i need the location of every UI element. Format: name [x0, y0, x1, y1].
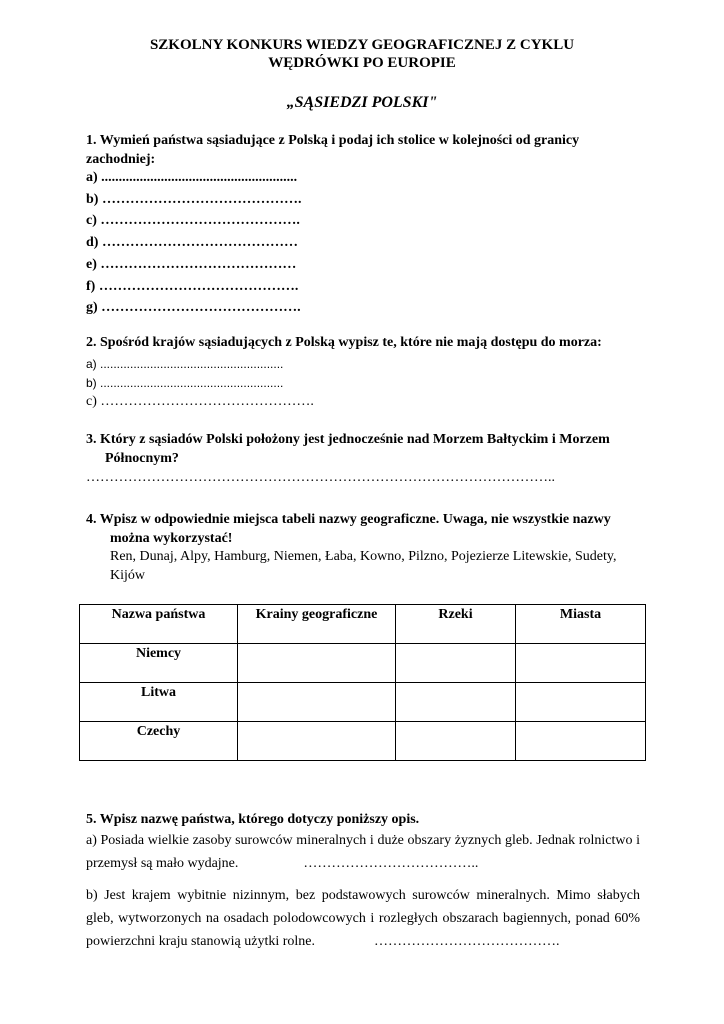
answer-cell[interactable] — [238, 644, 396, 683]
header-rivers: Rzeki — [396, 605, 516, 644]
q4-word-list: Ren, Dunaj, Alpy, Hamburg, Niemen, Łaba, Kowno, Pilzno, Pojezierze Litewskie, Sudety, Kijów — [110, 549, 617, 583]
q5-item-a — [86, 829, 640, 875]
question-3-text: 3. Który z sąsiadów Polski położony jest jednocześnie nad Morzem Bałtyckim i Morzem — [86, 432, 610, 447]
q1-line-g: g) ……………………………………. — [86, 300, 301, 315]
question-2-text: 2. Spośród krajów sąsiadujących z Polską wypisz te, które nie mają dostępu do morza: — [86, 335, 602, 350]
question-4-text-cont: można wykorzystać! — [110, 531, 233, 546]
q2-line-c: c) ………………………………………. — [86, 394, 314, 409]
answer-cell[interactable] — [396, 644, 516, 683]
q1-line-e: e) …………………………………… — [86, 257, 297, 272]
answer-cell[interactable] — [396, 683, 516, 722]
q1-line-c: c) ……………………………………. — [86, 213, 300, 228]
answer-cell[interactable] — [238, 722, 396, 761]
table-header-row — [80, 605, 646, 644]
question-4-text: 4. Wpisz w odpowiednie miejsca tabeli nazwy geograficzne. Uwaga, nie wszystkie nazwy — [86, 512, 611, 527]
title-line-2: WĘDRÓWKI PO EUROPIE — [268, 55, 456, 71]
header-cities: Miasta — [516, 605, 646, 644]
q1-line-b: b) ……………………………………. — [86, 192, 302, 207]
q5-item-b-answer: …………………………………. — [373, 934, 560, 949]
header-regions: Krainy geograficzne — [238, 605, 396, 644]
geo-table — [79, 604, 646, 761]
q5-item-b-text: b) Jest krajem wybitnie nizinnym, bez podstawowych surowców mineralnych. Mimo słabych gleb, wytworzonych na osadach polodowcowych i rozległych obszarach bagiennych, ponad 60% powierzchni kraju stanowią użytki rolne. — [86, 888, 640, 949]
q5-item-b — [86, 884, 640, 953]
q1-line-d: d) …………………………………… — [86, 235, 298, 250]
row-country-label: Niemcy — [80, 644, 238, 683]
table-row — [80, 644, 646, 683]
q5-item-a-text: a) Posiada wielkie zasoby surowców mineralnych i duże obszary żyznych gleb. Jednak rolnictwo i przemysł są mało wydajne. — [86, 833, 640, 871]
q2-line-b: b) ....................................................... — [86, 376, 284, 390]
answer-cell[interactable] — [516, 683, 646, 722]
table-row — [80, 722, 646, 761]
answer-cell[interactable] — [516, 644, 646, 683]
question-5-text: 5. Wpisz nazwę państwa, którego dotyczy poniższy opis. — [86, 812, 420, 827]
header-country: Nazwa państwa — [80, 605, 238, 644]
table-row — [80, 683, 646, 722]
q5-item-a-answer: ……………………………….. — [303, 856, 479, 871]
question-3-text-cont: Północnym? — [105, 451, 179, 466]
title-line-1: SZKOLNY KONKURS WIEDZY GEOGRAFICZNEJ Z CYKLU — [149, 37, 575, 53]
answer-cell[interactable] — [516, 722, 646, 761]
q3-answer-line: ……………………………………………………………………………………….. — [86, 470, 555, 485]
row-country-label: Czechy — [80, 722, 238, 761]
row-country-label: Litwa — [80, 683, 238, 722]
q1-line-f: f) ……………………………………. — [86, 279, 299, 294]
answer-cell[interactable] — [396, 722, 516, 761]
q2-line-a: a) ....................................................... — [86, 357, 284, 371]
q1-line-a: a) ........................................................ — [86, 170, 298, 185]
page-subtitle: „SĄSIEDZI POLSKI" — [286, 94, 438, 111]
question-1-text: 1. Wymień państwa sąsiadujące z Polską i podaj ich stolice w kolejności od granicy zachodniej: — [86, 133, 580, 167]
answer-cell[interactable] — [238, 683, 396, 722]
